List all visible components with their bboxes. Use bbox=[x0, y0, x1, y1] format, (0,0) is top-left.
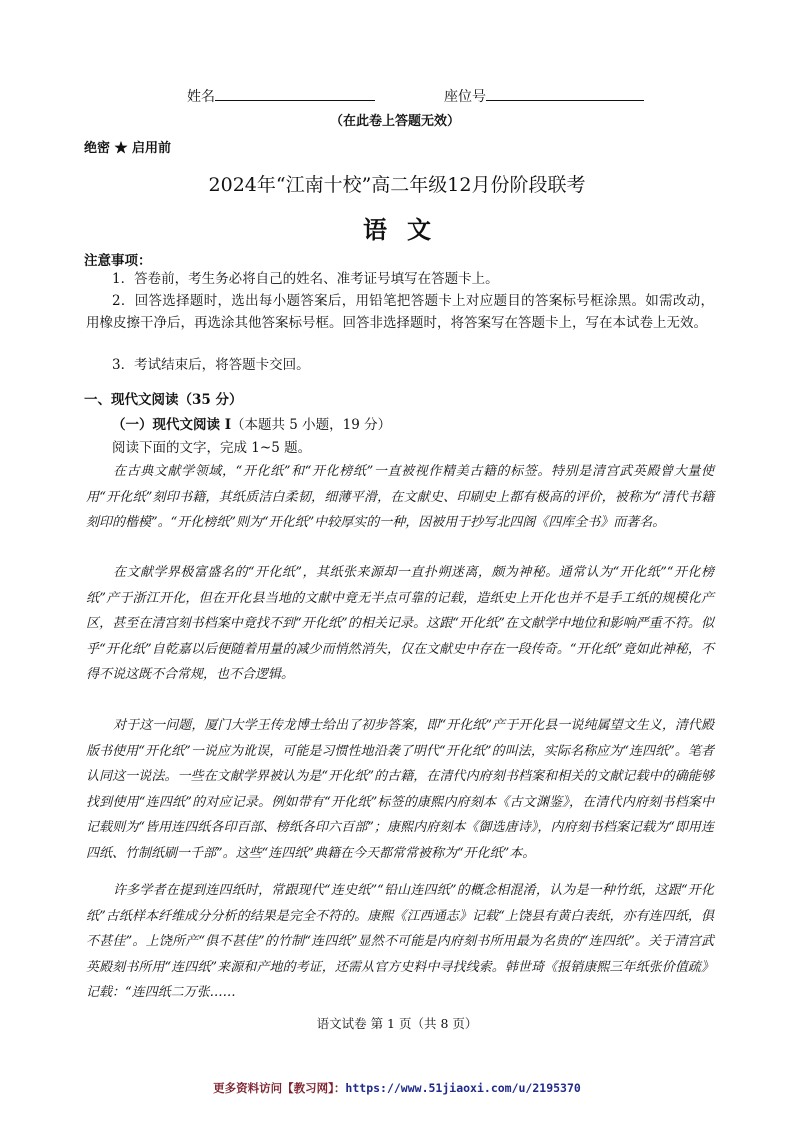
notes-heading: 注意事项： bbox=[84, 253, 152, 269]
subsection-note: （本题共 5 小题，19 分） bbox=[231, 417, 392, 433]
resource-link[interactable] bbox=[0, 1080, 794, 1096]
name-blank bbox=[215, 86, 375, 101]
section-heading: 一、现代文阅读（35 分） bbox=[84, 392, 243, 408]
name-field bbox=[187, 86, 375, 106]
seat-label: 座位号 bbox=[444, 89, 486, 105]
page-number: 语文试卷 第 1 页（共 8 页） bbox=[316, 1016, 478, 1031]
passage-paragraph-1: 在古典文献学领域，“开化纸”和“开化榜纸”一直被视作精美古籍的标签。特别是清宫武英殿曾大量使用“开化纸”刻印书籍，其纸质洁白柔韧，细薄平滑，在文献史、印刷史上都有极高的评价，被称为“清代书籍刻印的楷模”。“开化榜纸”则为“开化纸”中较厚实的一种，因被用于抄写北四阁《四库全书》而著名。 bbox=[86, 464, 714, 530]
subsection-heading bbox=[112, 413, 391, 433]
secret-mark: 绝密 ★ 启用前 bbox=[84, 141, 172, 156]
seat-field bbox=[444, 86, 644, 106]
notes-item-1: 1．答卷前，考生务必将自己的姓名、准考证号填写在答题卡上。 bbox=[112, 271, 499, 287]
exam-title: 2024年“江南十校”高二年级12月份阶段联考 bbox=[208, 174, 586, 196]
invalid-note: （在此卷上答题无效） bbox=[330, 114, 461, 129]
seat-blank bbox=[486, 86, 644, 101]
name-label: 姓名 bbox=[187, 89, 215, 105]
resource-link-label: 更多资料访问【教习网】： bbox=[213, 1081, 346, 1095]
notes-item-2: 2．回答选择题时，选出每小题答案后，用铅笔把答题卡上对应题目的答案标号框涂黑。如需改动，用橡皮擦干净后，再选涂其他答案标号框。回答非选择题时，将答案写在答题卡上，写在本试卷上无效。 bbox=[86, 293, 714, 331]
subject-title: 语文 bbox=[363, 215, 451, 244]
subsection-title: （一）现代文阅读 I bbox=[112, 417, 232, 433]
resource-link-url[interactable]: https://www.51jiaoxi.com/u/2195370 bbox=[345, 1081, 581, 1095]
reading-instruction: 阅读下面的文字，完成 1~5 题。 bbox=[112, 440, 312, 456]
passage-paragraph-4: 许多学者在提到连四纸时，常跟现代“连史纸”“铅山连四纸”的概念相混淆，认为是一种竹纸，这跟“开化纸”古纸样本纤维成分分析的结果是完全不符的。康熙《江西通志》记载“上饶县有黄白表纸，亦有连四纸，俱不甚佳”。上饶所产“俱不甚佳”的竹制“连四纸”显然不可能是内府刻书所用最为名贵的“连四纸”。关于清宫武英殿刻书所用“连四纸”来源和产地的考证，还需从官方史料中寻找线索。韩世琦《报销康熙三年纸张价值疏》记载：“连四纸二万张…… bbox=[86, 883, 714, 1000]
passage-paragraph-3: 对于这一问题，厦门大学王传龙博士给出了初步答案，即“开化纸”产于开化县一说纯属望文生义，清代殿版书使用“开化纸”一说应为讹误，可能是习惯性地沿袭了明代“开化纸”的叫法，实际名称应为“连四纸”。笔者认同这一说法。一些在文献学界被认为是“开化纸”的古籍，在清代内府刻书档案和相关的文献记载中的确能够找到使用“连四纸”的对应记录。例如带有“开化纸”标签的康熙内府刻本《古文渊鉴》，在清代内府刻书档案中记载则为“皆用连四纸各印百部、榜纸各印六百部”；康熙内府刻本《御选唐诗》，内府刻书档案记载为“即用连四纸、竹制纸刷一千部”。这些“连四纸”典籍在今天都常常被称为“开化纸”本。 bbox=[86, 718, 714, 861]
notes-item-3: 3．考试结束后，将答题卡交回。 bbox=[112, 357, 310, 373]
passage-paragraph-2: 在文献学界极富盛名的“开化纸”，其纸张来源却一直扑朔迷离，颇为神秘。通常认为“开化纸”“开化榜纸”产于浙江开化，但在开化县当地的文献中竟无半点可靠的记载，造纸史上开化也并不是手工纸的规模化产区，甚至在清宫刻书档案中竟找不到“开化纸”的相关记录。这跟“开化纸”在文献学中地位和影响严重不符。似乎“开化纸”自乾嘉以后便随着用量的减少而悄然消失，仅在文献史中存在一段传奇。“开化纸”竟如此神秘，不得不说这既不合常规，也不合逻辑。 bbox=[86, 565, 714, 682]
